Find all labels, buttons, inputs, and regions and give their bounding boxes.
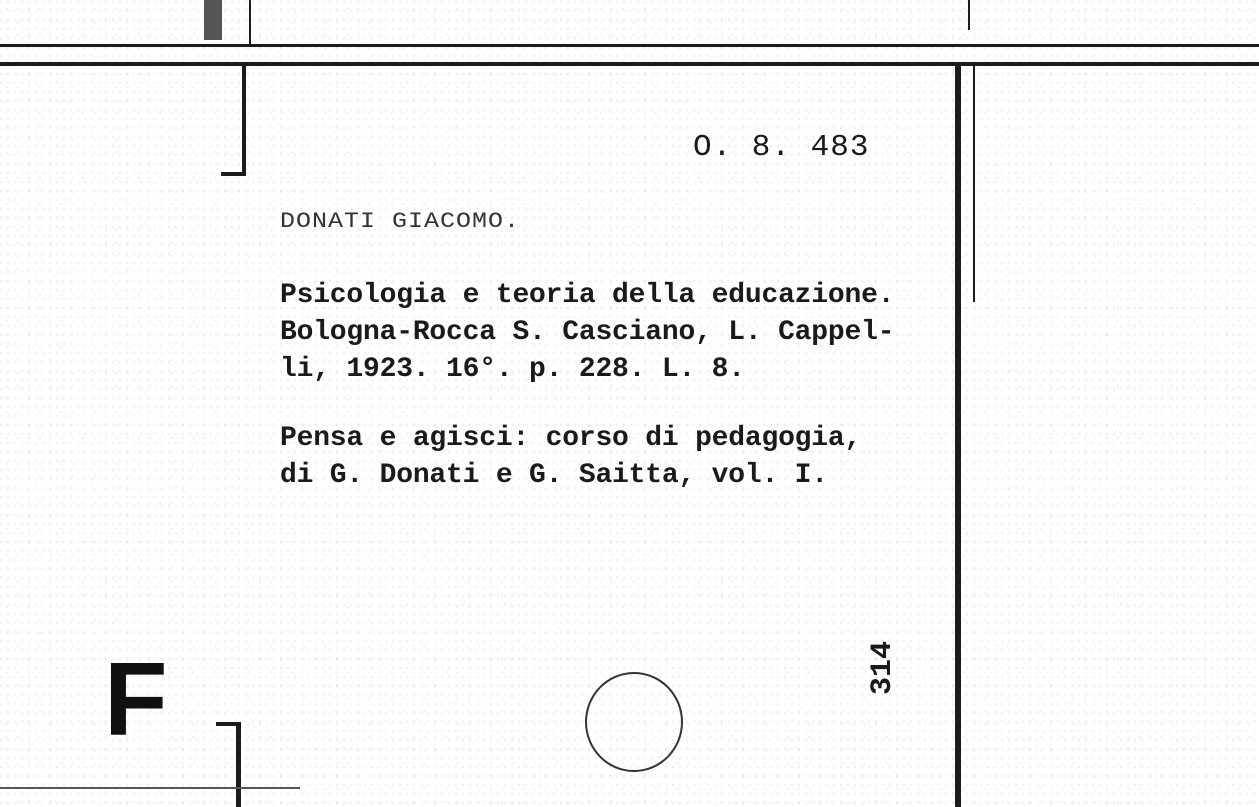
series-line: di G. Donati e G. Saitta, vol. I.	[280, 460, 828, 491]
right-margin-line-thin	[973, 62, 975, 302]
header-divider-right	[968, 0, 970, 30]
title-line: Psicologia e teoria della educazione.	[280, 280, 895, 311]
side-number: 314	[866, 640, 900, 695]
top-border-line	[0, 44, 1259, 47]
bottom-bracket-top	[216, 722, 238, 726]
bottom-bracket-vertical	[236, 722, 241, 807]
left-bracket-vertical	[242, 62, 246, 174]
header-divider-left	[249, 0, 251, 44]
bottom-rule-line	[0, 787, 300, 789]
card-top-edge-line	[0, 62, 1259, 66]
title-block	[280, 277, 894, 388]
letter-mark: F	[104, 642, 168, 758]
title-line: Bologna-Rocca S. Casciano, L. Cappel-	[280, 317, 895, 348]
punch-hole	[585, 672, 683, 772]
series-block	[280, 420, 861, 494]
right-margin-line-thick	[955, 62, 961, 807]
header-tab-mark	[204, 0, 222, 40]
author-heading: DONATI GIACOMO.	[280, 208, 521, 235]
left-bracket-foot	[221, 172, 246, 176]
shelfmark: O. 8. 483	[693, 130, 870, 165]
title-line: li, 1923. 16°. p. 228. L. 8.	[280, 354, 745, 385]
series-line: Pensa e agisci: corso di pedagogia,	[280, 423, 862, 454]
